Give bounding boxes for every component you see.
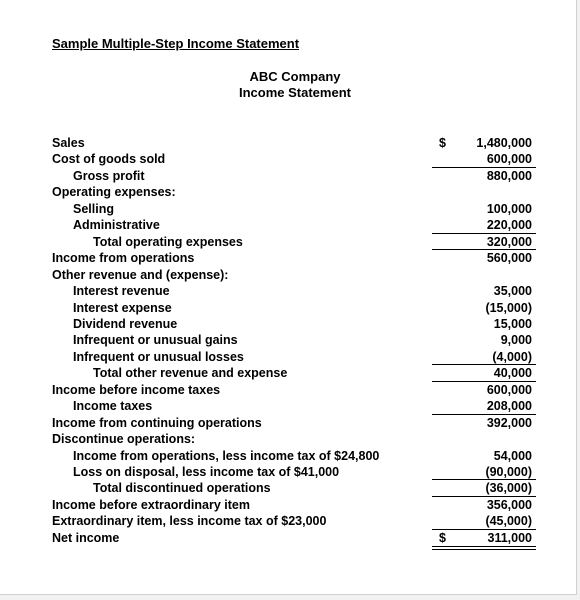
- row-label: Discontinue operations:: [52, 432, 196, 447]
- row-amount: 9,000: [500, 333, 532, 348]
- row-amount: 392,000: [486, 415, 532, 430]
- statement-row: [0, 464, 576, 481]
- double-underline-rule: [432, 546, 536, 550]
- row-label: Sales: [52, 136, 85, 150]
- row-label: Income before extraordinary item: [52, 497, 250, 512]
- row-amount: 35,000: [493, 284, 532, 299]
- row-amount: 100,000: [486, 201, 532, 216]
- statement-row: [0, 201, 576, 218]
- statement-row: [0, 217, 576, 234]
- subtotal-rule: [432, 364, 536, 365]
- row-label: Income from operations, less income tax of $24,800: [73, 448, 380, 463]
- row-amount: 320,000: [486, 234, 532, 249]
- row-label: Other revenue and (expense):: [52, 267, 229, 282]
- row-label: Cost of goods sold: [52, 152, 166, 167]
- subtotal-rule: [432, 479, 536, 480]
- currency-symbol: $: [439, 136, 446, 150]
- row-label: Interest expense: [73, 300, 172, 315]
- row-label: Income before income taxes: [52, 382, 221, 397]
- row-amount: 15,000: [493, 316, 532, 331]
- statement-row: [0, 267, 576, 284]
- statement-row: [0, 513, 576, 530]
- row-amount: 1,480,000: [476, 136, 532, 150]
- row-amount: (15,000): [485, 300, 532, 315]
- document-title: Sample Multiple-Step Income Statement: [52, 36, 300, 51]
- row-amount: 560,000: [486, 251, 532, 266]
- statement-row: [0, 415, 576, 432]
- statement-row: [0, 497, 576, 514]
- subtotal-rule: [432, 233, 536, 234]
- row-amount: (4,000): [492, 349, 532, 364]
- subtotal-rule: [432, 529, 536, 530]
- statement-row: [0, 300, 576, 317]
- row-label: Total discontinued operations: [93, 481, 271, 496]
- row-label: Infrequent or unusual gains: [73, 333, 238, 348]
- row-amount: 54,000: [493, 448, 532, 463]
- statement-row: [0, 135, 576, 152]
- row-amount: 600,000: [486, 382, 532, 397]
- statement-row: [0, 365, 576, 382]
- statement-row: [0, 168, 576, 185]
- statement-row: [0, 431, 576, 448]
- statement-row: [0, 151, 576, 168]
- statement-row: [0, 480, 576, 497]
- row-amount: (90,000): [485, 465, 532, 479]
- row-amount: 356,000: [486, 497, 532, 512]
- row-amount: 600,000: [486, 152, 532, 167]
- statement-title: Income Statement: [239, 85, 351, 100]
- row-label: Dividend revenue: [73, 316, 178, 331]
- row-label: Interest revenue: [73, 284, 170, 299]
- statement-row: [0, 316, 576, 333]
- row-label: Gross profit: [73, 168, 145, 183]
- statement-row: [0, 234, 576, 251]
- currency-symbol: $: [439, 530, 446, 545]
- statement-row: [0, 250, 576, 267]
- statement-row: [0, 448, 576, 465]
- subtotal-rule: [432, 496, 536, 497]
- subtotal-rule: [432, 381, 536, 382]
- row-label: Loss on disposal, less income tax of $41,000: [73, 465, 340, 479]
- statement-row: [0, 184, 576, 201]
- row-label: Total other revenue and expense: [93, 366, 288, 381]
- row-label: Extraordinary item, less income tax of $23,000: [52, 514, 327, 529]
- row-label: Income from operations: [52, 251, 195, 266]
- row-amount: (36,000): [485, 481, 532, 496]
- row-label: Net income: [52, 530, 120, 545]
- row-amount: 208,000: [486, 399, 532, 414]
- statement-row: [0, 332, 576, 349]
- subtotal-rule: [432, 167, 536, 168]
- statement-row: [0, 283, 576, 300]
- row-label: Income from continuing operations: [52, 415, 262, 430]
- row-label: Total operating expenses: [93, 234, 243, 249]
- row-label: Selling: [73, 201, 114, 216]
- row-amount: 220,000: [486, 218, 532, 233]
- row-amount: 880,000: [486, 168, 532, 183]
- statement-row: [0, 398, 576, 415]
- company-name: ABC Company: [249, 69, 341, 84]
- row-amount: 40,000: [493, 366, 532, 381]
- row-label: Infrequent or unusual losses: [73, 349, 244, 364]
- subtotal-rule: [432, 414, 536, 415]
- statement-row: [0, 349, 576, 366]
- row-label: Administrative: [73, 218, 160, 233]
- statement-row: [0, 382, 576, 399]
- statement-row: [0, 530, 576, 547]
- row-label: Operating expenses:: [52, 185, 176, 200]
- subtotal-rule: [432, 249, 536, 250]
- row-label: Income taxes: [73, 399, 153, 414]
- row-amount: 311,000: [487, 530, 532, 545]
- row-amount: (45,000): [485, 514, 532, 529]
